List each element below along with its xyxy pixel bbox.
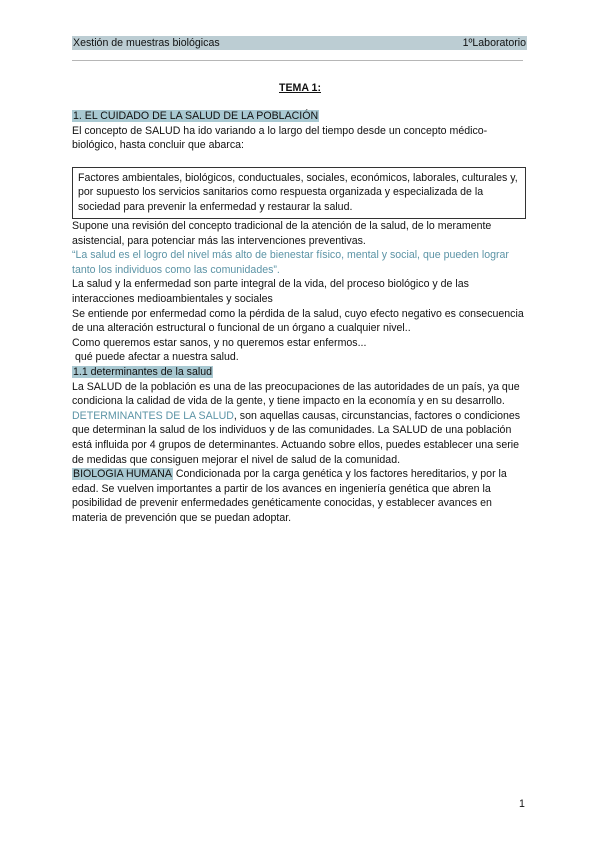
section-1-1-heading: 1.1 determinantes de la salud	[73, 365, 212, 378]
paragraph-health-disease: La salud y la enfermedad son parte integral de la vida, del proceso biológico y de las interacciones medioambientales y sociales	[72, 278, 469, 305]
health-definition-quote: “La salud es el logro del nivel más alto de bienestar físico, mental y social, que pueden lograr tanto los individuos como las comunidades”.	[72, 249, 509, 276]
header-course: 1ºLaboratorio	[462, 37, 526, 49]
paragraph-question-line2: qué puede afectar a nuestra salud.	[72, 351, 239, 364]
paragraph-preventive: Supone una revisión del concepto tradicional de la atención de la salud, de lo meramente asistencial, para potenciar más las intervenciones preventivas.	[72, 220, 492, 247]
determinants-text: , son aquellas causas, circunstancias, factores o condiciones que determinan la salud de los individuos y de las comunidades. La SALUD de una población está influida por 4 grupos de determinantes. Actuando sobre ellos, puedes establecer una serie de medidas que consiguen mejorar el nivel de salud de la comunidad.	[72, 409, 521, 466]
section-1-intro: El concepto de SALUD ha ido variando a lo largo del tiempo desde un concepto médico-biológico, hasta concluir que abarca:	[72, 124, 488, 152]
determinants-term: DETERMINANTES DE LA SALUD	[72, 409, 234, 422]
paragraph-determinants	[72, 409, 528, 467]
document-body	[72, 109, 528, 525]
paragraph-population-health: La SALUD de la población es una de las preocupaciones de las autoridades de un país, ya que condiciona la calidad de vida de la gente, y tiene impacto en la economía y en su desarrollo.	[72, 380, 520, 408]
page-header	[72, 36, 527, 50]
paragraph-human-biology	[72, 467, 528, 525]
paragraph-disease-definition: Se entiende por enfermedad como la pérdida de la salud, cuyo efecto negativo es consecuencia de una alteración estructural o funcional de un órgano a cualquier nivel..	[72, 307, 524, 335]
document-title: TEMA 1:	[279, 82, 321, 94]
header-rule	[72, 60, 523, 61]
health-factors-box: Factores ambientales, biológicos, conductuales, sociales, económicos, laborales, culturales y, por supuesto los servicios sanitarios como respuesta organizada y especializada de la sociedad para prevenir la enfermedad y restaurar la salud.	[72, 167, 526, 219]
human-biology-term: BIOLOGIA HUMANA	[73, 468, 172, 481]
paragraph-question-line1: Como queremos estar sanos, y no queremos estar enfermos...	[72, 336, 367, 349]
human-biology-text: Condicionada por la carga genética y los factores hereditarios, y por la edad. Se vuelven importantes a partir de los avances en ingeniería genética que abren la posibilidad de prevenir enfermedades genéticamente conocidas, y establecer avances en materia de prevención que se puedan adoptar.	[72, 468, 507, 524]
header-subject: Xestión de muestras biológicas	[73, 37, 220, 49]
section-1-heading: 1. EL CUIDADO DE LA SALUD DE LA POBLACIÓN	[73, 110, 319, 122]
page-number: 1	[519, 798, 525, 810]
